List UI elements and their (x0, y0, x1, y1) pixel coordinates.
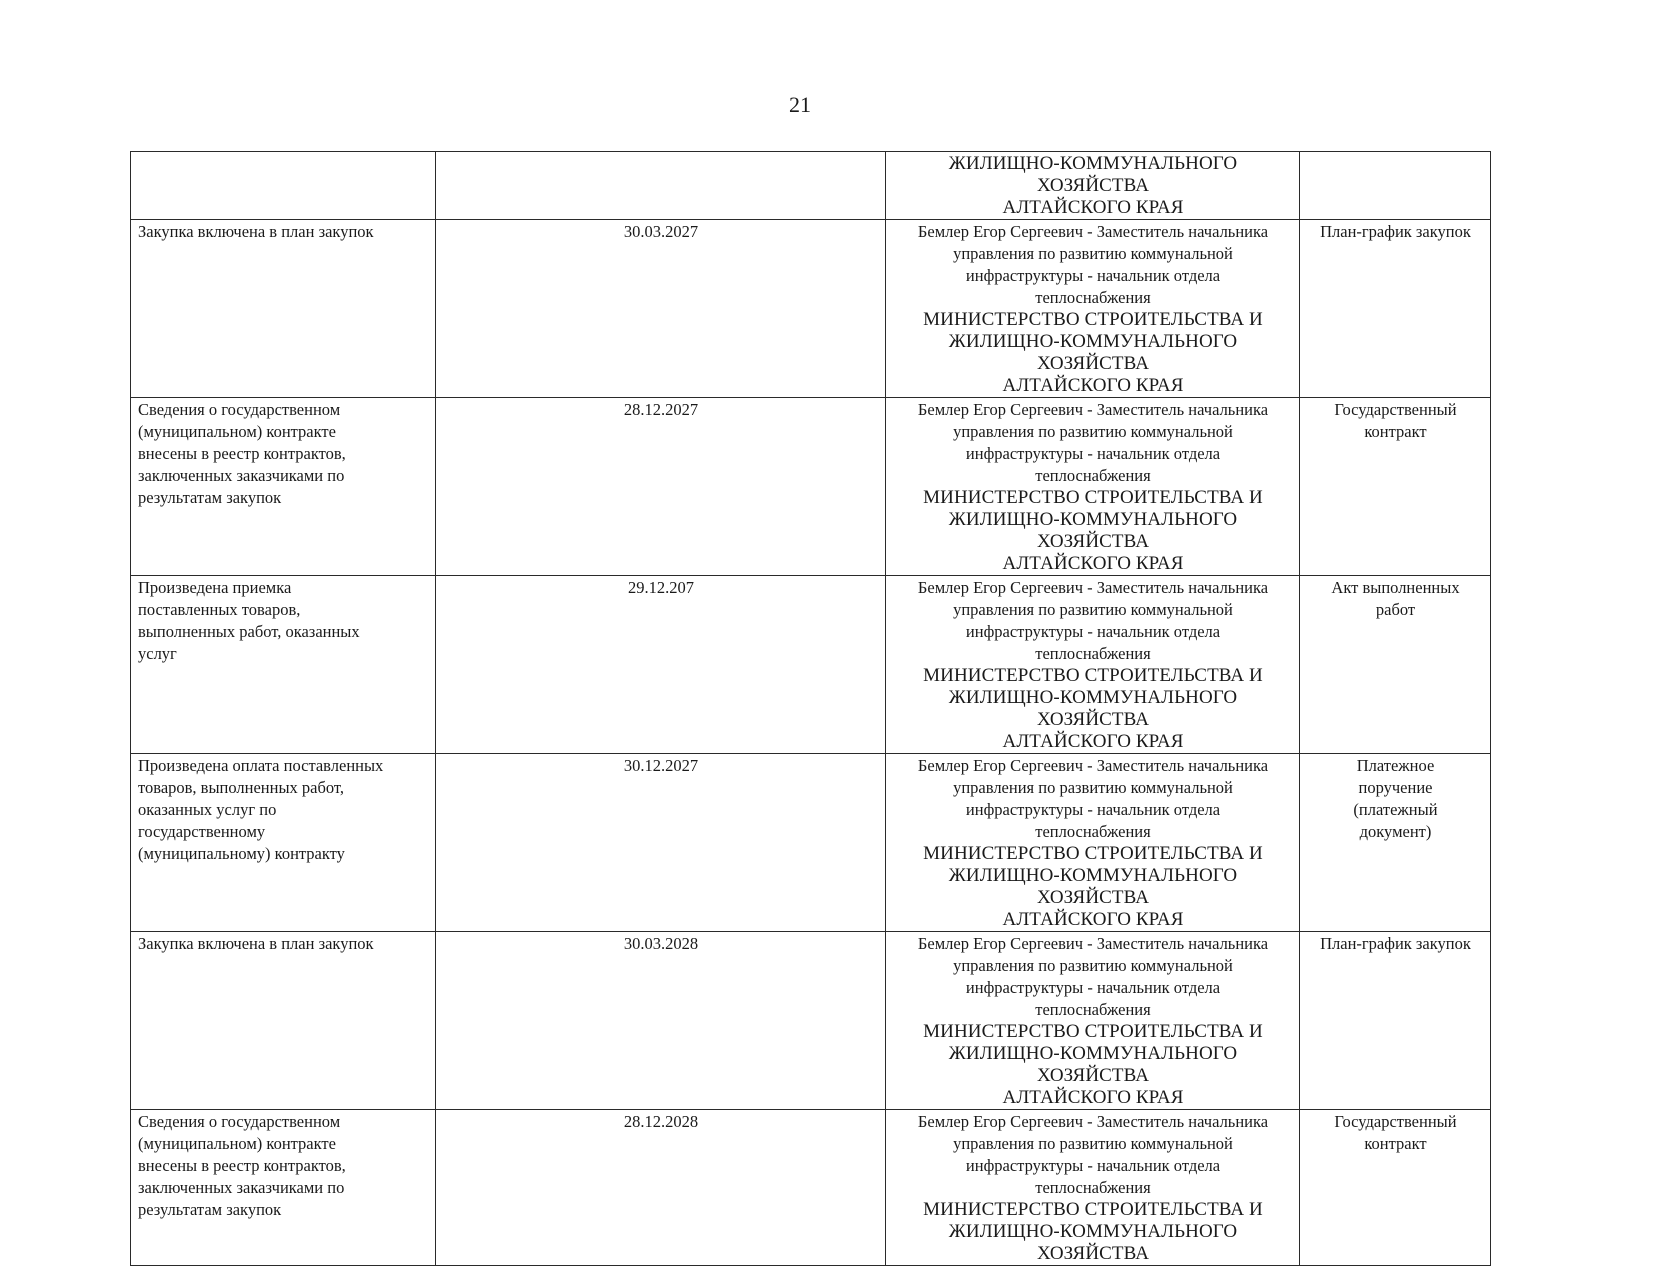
table-row (131, 398, 1491, 576)
organization-line: МИНИСТЕРСТВО СТРОИТЕЛЬСТВА И (923, 1199, 1263, 1220)
responsible-cell (886, 1110, 1300, 1266)
organization-line: АЛТАЙСКОГО КРАЯ (1002, 375, 1184, 396)
document-cell (1300, 754, 1491, 932)
date-cell: 30.12.2027 (436, 754, 886, 932)
responsible-person-line: теплоснабжения (1035, 822, 1151, 841)
organization-line: ЖИЛИЩНО-КОММУНАЛЬНОГО ХОЗЯЙСТВА (948, 1043, 1238, 1086)
event-line: поставленных товаров, (138, 600, 301, 619)
event-line: Произведена оплата поставленных (138, 756, 384, 775)
responsible-person-line: Бемлер Егор Сергеевич - Заместитель начальника (917, 934, 1269, 953)
event-line: Закупка включена в план закупок (138, 222, 374, 241)
organization-line: АЛТАЙСКОГО КРАЯ (1002, 909, 1184, 930)
date-cell: 28.12.2028 (436, 1110, 886, 1266)
organization-line: ЖИЛИЩНО-КОММУНАЛЬНОГО ХОЗЯЙСТВА (948, 153, 1238, 196)
event-cell (131, 398, 436, 576)
responsible-person-line: Бемлер Егор Сергеевич - Заместитель начальника (917, 756, 1269, 775)
event-line: заключенных заказчиками по (138, 466, 345, 485)
document-cell (1300, 932, 1491, 1110)
organization-line: ЖИЛИЩНО-КОММУНАЛЬНОГО ХОЗЯЙСТВА (948, 865, 1238, 908)
table-row (131, 220, 1491, 398)
responsible-person-line: Бемлер Егор Сергеевич - Заместитель начальника (917, 400, 1269, 419)
event-line: результатам закупок (138, 1200, 282, 1219)
procurement-schedule-table (130, 151, 1491, 1266)
event-line: товаров, выполненных работ, (138, 778, 345, 797)
event-cell (131, 220, 436, 398)
responsible-person-line: управления по развитию коммунальной (953, 1134, 1233, 1153)
responsible-person-line: управления по развитию коммунальной (953, 778, 1233, 797)
table-row (131, 932, 1491, 1110)
document-cell (1300, 398, 1491, 576)
event-line: результатам закупок (138, 488, 282, 507)
document-line: План-график закупок (1320, 934, 1471, 953)
organization-line: АЛТАЙСКОГО КРАЯ (1002, 553, 1184, 574)
table-row (131, 754, 1491, 932)
responsible-person-line: теплоснабжения (1035, 466, 1151, 485)
event-line: Закупка включена в план закупок (138, 934, 374, 953)
organization-line: ЖИЛИЩНО-КОММУНАЛЬНОГО ХОЗЯЙСТВА (948, 1221, 1238, 1264)
document-line: (платежный (1353, 800, 1438, 819)
responsible-person-line: инфраструктуры - начальник отдела (965, 622, 1221, 641)
document-cell (1300, 1110, 1491, 1266)
organization-line: ЖИЛИЩНО-КОММУНАЛЬНОГО ХОЗЯЙСТВА (948, 509, 1238, 552)
document-line: Акт выполненных (1331, 578, 1460, 597)
table-row (131, 1110, 1491, 1266)
responsible-person-line: управления по развитию коммунальной (953, 956, 1233, 975)
responsible-person-line: инфраструктуры - начальник отдела (965, 444, 1221, 463)
responsible-person-line: инфраструктуры - начальник отдела (965, 978, 1221, 997)
responsible-person-line: теплоснабжения (1035, 644, 1151, 663)
event-line: услуг (138, 644, 177, 663)
event-cell (131, 932, 436, 1110)
event-line: оказанных услуг по (138, 800, 277, 819)
table-row (131, 576, 1491, 754)
organization-line: МИНИСТЕРСТВО СТРОИТЕЛЬСТВА И (923, 309, 1263, 330)
document-line: работ (1375, 600, 1416, 619)
document-line: контракт (1364, 422, 1427, 441)
document-line: Платежное (1356, 756, 1435, 775)
document-line: поручение (1358, 778, 1433, 797)
responsible-cell (886, 398, 1300, 576)
responsible-cell (886, 932, 1300, 1110)
document-line: Государственный (1334, 1112, 1457, 1131)
responsible-person-line: инфраструктуры - начальник отдела (965, 800, 1221, 819)
event-line: внесены в реестр контрактов, (138, 1156, 346, 1175)
responsible-person-line: Бемлер Егор Сергеевич - Заместитель начальника (917, 578, 1269, 597)
date-cell: 28.12.2027 (436, 398, 886, 576)
event-line: государственному (138, 822, 266, 841)
document-cell (1300, 576, 1491, 754)
organization-line: АЛТАЙСКОГО КРАЯ (1002, 1087, 1184, 1108)
organization-line: МИНИСТЕРСТВО СТРОИТЕЛЬСТВА И (923, 487, 1263, 508)
event-cell (131, 754, 436, 932)
event-line: (муниципальном) контракте (138, 1134, 336, 1153)
event-line: Сведения о государственном (138, 1112, 341, 1131)
event-cell (131, 576, 436, 754)
responsible-person-line: Бемлер Егор Сергеевич - Заместитель начальника (917, 1112, 1269, 1131)
date-cell: 29.12.207 (436, 576, 886, 754)
responsible-person-line: теплоснабжения (1035, 288, 1151, 307)
event-line: (муниципальному) контракту (138, 844, 345, 863)
event-line: Сведения о государственном (138, 400, 341, 419)
responsible-person-line: Бемлер Егор Сергеевич - Заместитель начальника (917, 222, 1269, 241)
document-line: контракт (1364, 1134, 1427, 1153)
event-line: (муниципальном) контракте (138, 422, 336, 441)
event-line: заключенных заказчиками по (138, 1178, 345, 1197)
responsible-person-line: инфраструктуры - начальник отдела (965, 1156, 1221, 1175)
responsible-cell (886, 220, 1300, 398)
organization-line: АЛТАЙСКОГО КРАЯ (1002, 731, 1184, 752)
organization-line: АЛТАЙСКОГО КРАЯ (1002, 197, 1184, 218)
organization-line: МИНИСТЕРСТВО СТРОИТЕЛЬСТВА И (923, 843, 1263, 864)
event-line: выполненных работ, оказанных (138, 622, 360, 641)
table-row-continued (131, 152, 1491, 220)
responsible-person-line: управления по развитию коммунальной (953, 422, 1233, 441)
event-line: внесены в реестр контрактов, (138, 444, 346, 463)
responsible-cell (886, 576, 1300, 754)
organization-line: МИНИСТЕРСТВО СТРОИТЕЛЬСТВА И (923, 1021, 1263, 1042)
document-line: План-график закупок (1320, 222, 1471, 241)
responsible-person-line: инфраструктуры - начальник отдела (965, 266, 1221, 285)
document-cell (1300, 220, 1491, 398)
responsible-person-line: управления по развитию коммунальной (953, 600, 1233, 619)
date-cell: 30.03.2027 (436, 220, 886, 398)
page-number: 21 (789, 92, 811, 117)
event-cell (131, 1110, 436, 1266)
document-line: Государственный (1334, 400, 1457, 419)
event-cell (131, 152, 436, 220)
date-cell (436, 152, 886, 220)
organization-line: МИНИСТЕРСТВО СТРОИТЕЛЬСТВА И (923, 665, 1263, 686)
document-cell (1300, 152, 1491, 220)
document-line: документ) (1359, 822, 1432, 841)
responsible-person-line: теплоснабжения (1035, 1000, 1151, 1019)
organization-line: ЖИЛИЩНО-КОММУНАЛЬНОГО ХОЗЯЙСТВА (948, 687, 1238, 730)
responsible-cell (886, 152, 1300, 220)
date-cell: 30.03.2028 (436, 932, 886, 1110)
responsible-person-line: теплоснабжения (1035, 1178, 1151, 1197)
table-body (131, 152, 1491, 1266)
responsible-cell (886, 754, 1300, 932)
organization-line: ЖИЛИЩНО-КОММУНАЛЬНОГО ХОЗЯЙСТВА (948, 331, 1238, 374)
responsible-person-line: управления по развитию коммунальной (953, 244, 1233, 263)
event-line: Произведена приемка (138, 578, 292, 597)
